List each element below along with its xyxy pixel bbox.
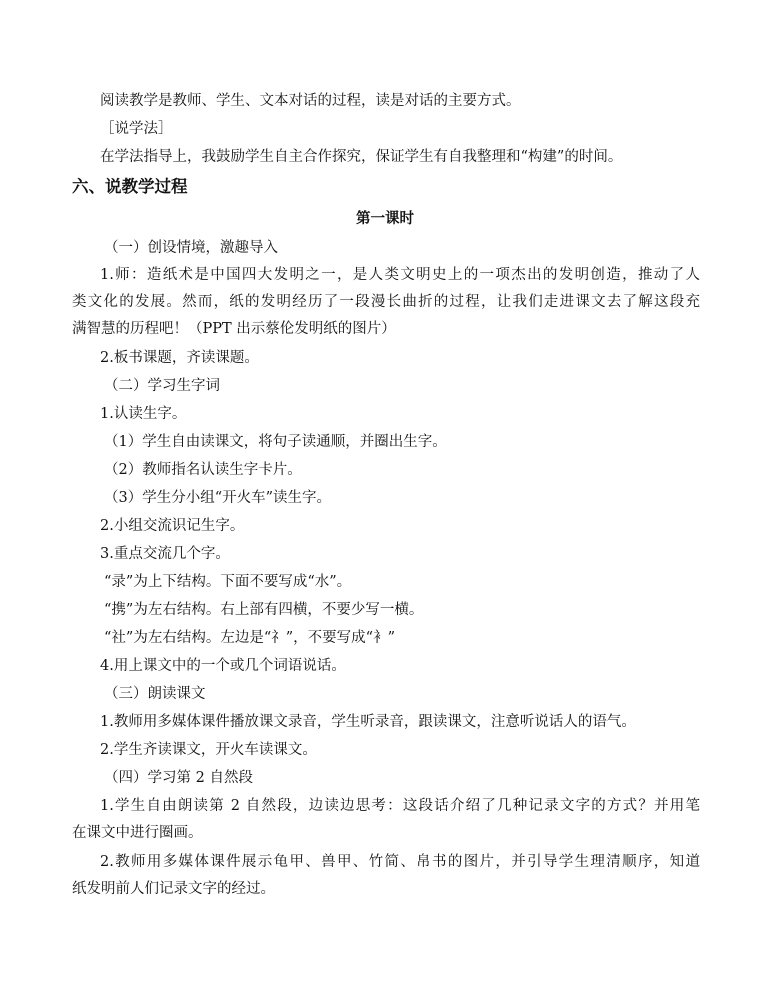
list-item-1: （1）学生自由读课文，将句子读通顺，并圈出生字。 [104,434,447,450]
paragraph-listen-recording: 1.教师用多媒体课件播放课文录音，学生听录音，跟读课文，注意听说话人的语气。 [100,714,636,730]
list-item-3: （3）学生分小组“开火车”读生字。 [104,490,332,506]
subsection-title-2: （二）学习生字词 [104,378,220,394]
char-note-she: “社”为左右结构。左边是“礻”，不要写成“衤” [104,630,395,646]
paragraph-board-title: 2.板书课题，齐读课题。 [100,350,259,366]
paragraph-paragraph2-line-2: 在课文中进行圈画。 [72,825,203,841]
paragraph-use-words: 4.用上课文中的一个或几个词语说话。 [100,658,346,674]
paragraph-learning-guidance: 在学法指导上，我鼓励学生自主合作探究，保证学生有自我整理和“构建”的时间。 [100,149,623,165]
paragraph-intro-line-3: 满智慧的历程吧！（PPT 出示蔡伦发明纸的图片） [72,321,396,337]
paragraph-key-chars: 3.重点交流几个字。 [100,546,230,562]
section-heading-teaching-process: 六、说教学过程 [72,177,188,196]
paragraph-read-together: 2.学生齐读课文，开火车读课文。 [100,742,317,758]
paragraph-group-exchange: 2.小组交流识记生字。 [100,518,245,534]
paragraph-intro-line-2: 类文化的发展。然而，纸的发明经历了一段漫长曲折的过程，让我们走进课文去了解这段充 [72,294,700,310]
subsection-title-4: （四）学习第 2 自然段 [104,770,253,786]
paragraph-multimedia-line-2: 纸发明前人们记录文字的经过。 [72,881,275,897]
paragraph-reading-teaching: 阅读教学是教师、学生、文本对话的过程，读是对话的主要方式。 [100,93,521,109]
paragraph-multimedia-line-1: 2.教师用多媒体课件展示龟甲、兽甲、竹简、帛书的图片，并引导学生理清顺序，知道 [100,854,700,870]
paragraph-paragraph2-line-1: 1.学生自由朗读第 2 自然段，边读边思考：这段话介绍了几种记录文字的方式？并用笔 [100,798,700,814]
subsection-title-1: （一）创设情境，激趣导入 [104,240,278,256]
paragraph-intro-line-1: 1.师：造纸术是中国四大发明之一，是人类文明史上的一项杰出的发明创造，推动了人 [100,267,700,283]
paragraph-recognize-chars: 1.认读生字。 [100,406,187,422]
char-note-lu: “录”为上下结构。下面不要写成“水”。 [104,574,352,590]
list-item-2: （2）教师指名认读生字卡片。 [104,462,302,478]
subsection-title-3: （三）朗读课文 [104,686,206,702]
char-note-xie: “携”为左右结构。右上部有四横，不要少写一横。 [104,602,424,618]
lesson-title: 第一课时 [356,211,414,227]
label-learning-method: ［说学法］ [100,121,173,137]
